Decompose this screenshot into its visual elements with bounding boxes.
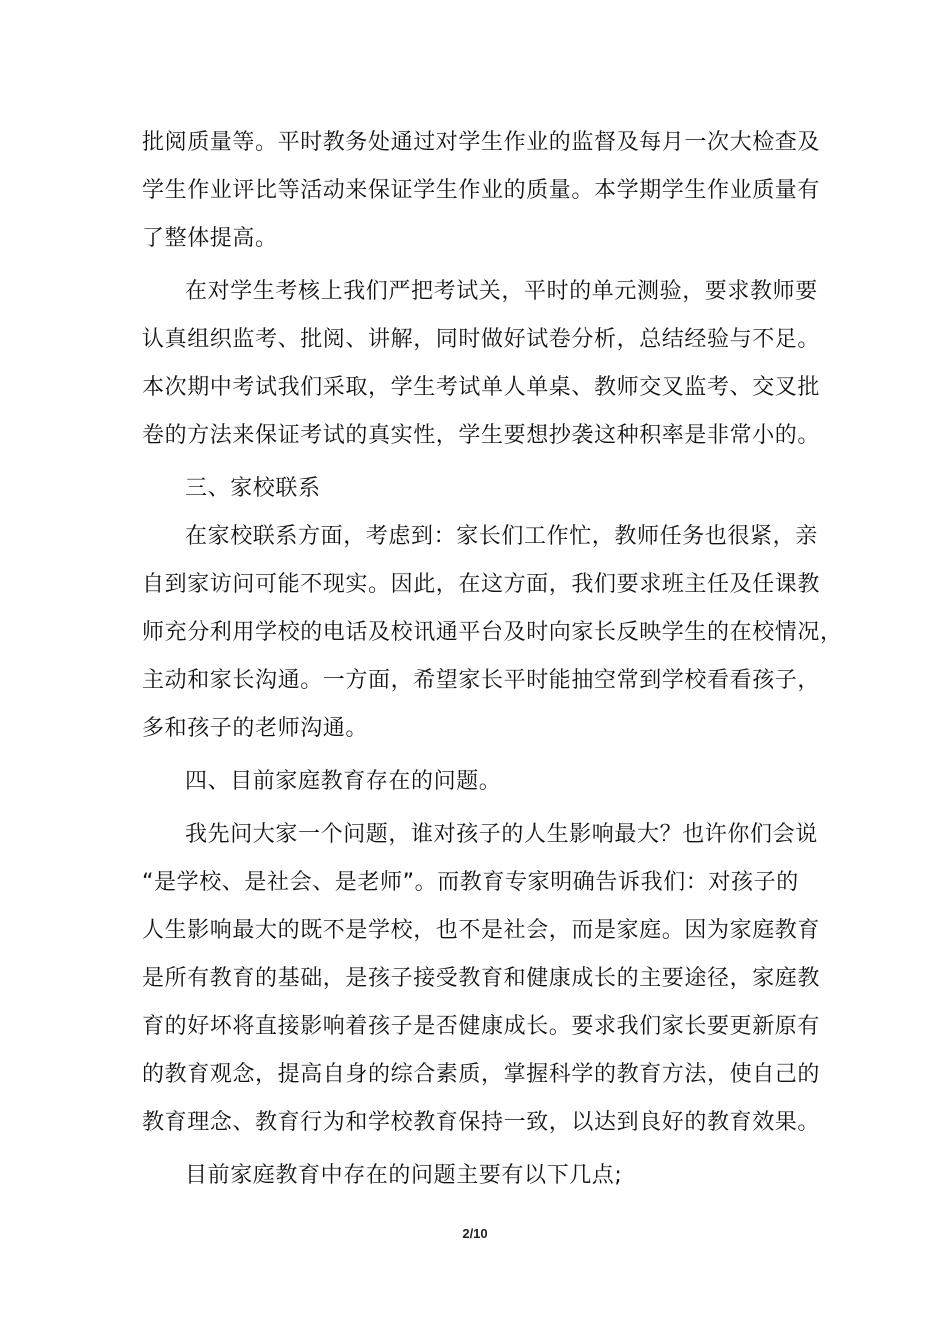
text-line-10: 自到家访问可能不现实。因此，在这方面，我们要求班主任及任课教 (142, 572, 821, 597)
text-line-4: 在对学生考核上我们严把考试关，平时的单元测验，要求教师要 (185, 279, 818, 304)
text-line-17: 人生影响最大的既不是学校，也不是社会，而是家庭。因为家庭教育 (142, 918, 821, 943)
text-line-13: 多和孩子的老师沟通。 (142, 716, 369, 741)
text-line-6: 本次期中考试我们采取，学生考试单人单桌、教师交叉监考、交叉批 (142, 375, 821, 400)
text-line-2: 学生作业评比等活动来保证学生作业的质量。本学期学生作业质量有 (142, 178, 821, 203)
text-line-16: “是学校、是社会、是老师”。而教育专家明确告诉我们：对孩子的 (142, 870, 799, 895)
text-line-5: 认真组织监考、批阅、讲解，同时做好试卷分析，总结经验与不足。 (142, 327, 821, 352)
text-line-1: 批阅质量等。平时教务处通过对学生作业的监督及每月一次大检查及 (142, 130, 821, 155)
section-heading-family-education: 四、目前家庭教育存在的问题。 (185, 769, 502, 794)
text-line-12: 主动和家长沟通。一方面，希望家长平时能抽空常到学校看看孩子， (142, 668, 821, 693)
text-line-22: 目前家庭教育中存在的问题主要有以下几点; (185, 1163, 623, 1188)
text-line-11: 师充分利用学校的电话及校讯通平台及时向家长反映学生的在校情况， (142, 620, 843, 645)
text-line-21: 教育理念、教育行为和学校教育保持一致，以达到良好的教育效果。 (142, 1110, 821, 1135)
text-line-15: 我先问大家一个问题，谁对孩子的人生影响最大？也许你们会说 (185, 822, 818, 847)
text-line-7: 卷的方法来保证考试的真实性，学生要想抄袭这种积率是非常小的。 (142, 423, 821, 448)
text-line-20: 的教育观念，提高自身的综合素质，掌握科学的教育方法，使自己的 (142, 1062, 821, 1087)
text-line-18: 是所有教育的基础，是孩子接受教育和健康成长的主要途径，家庭教 (142, 966, 821, 991)
text-line-9: 在家校联系方面，考虑到：家长们工作忙，教师任务也很紧，亲 (185, 524, 818, 549)
text-line-19: 育的好坏将直接影响着孩子是否健康成长。要求我们家长要更新原有 (142, 1014, 821, 1039)
section-heading-home-school: 三、家校联系 (185, 476, 321, 501)
page-number: 2/10 (462, 1226, 488, 1241)
text-line-3: 了整体提高。 (142, 226, 278, 251)
